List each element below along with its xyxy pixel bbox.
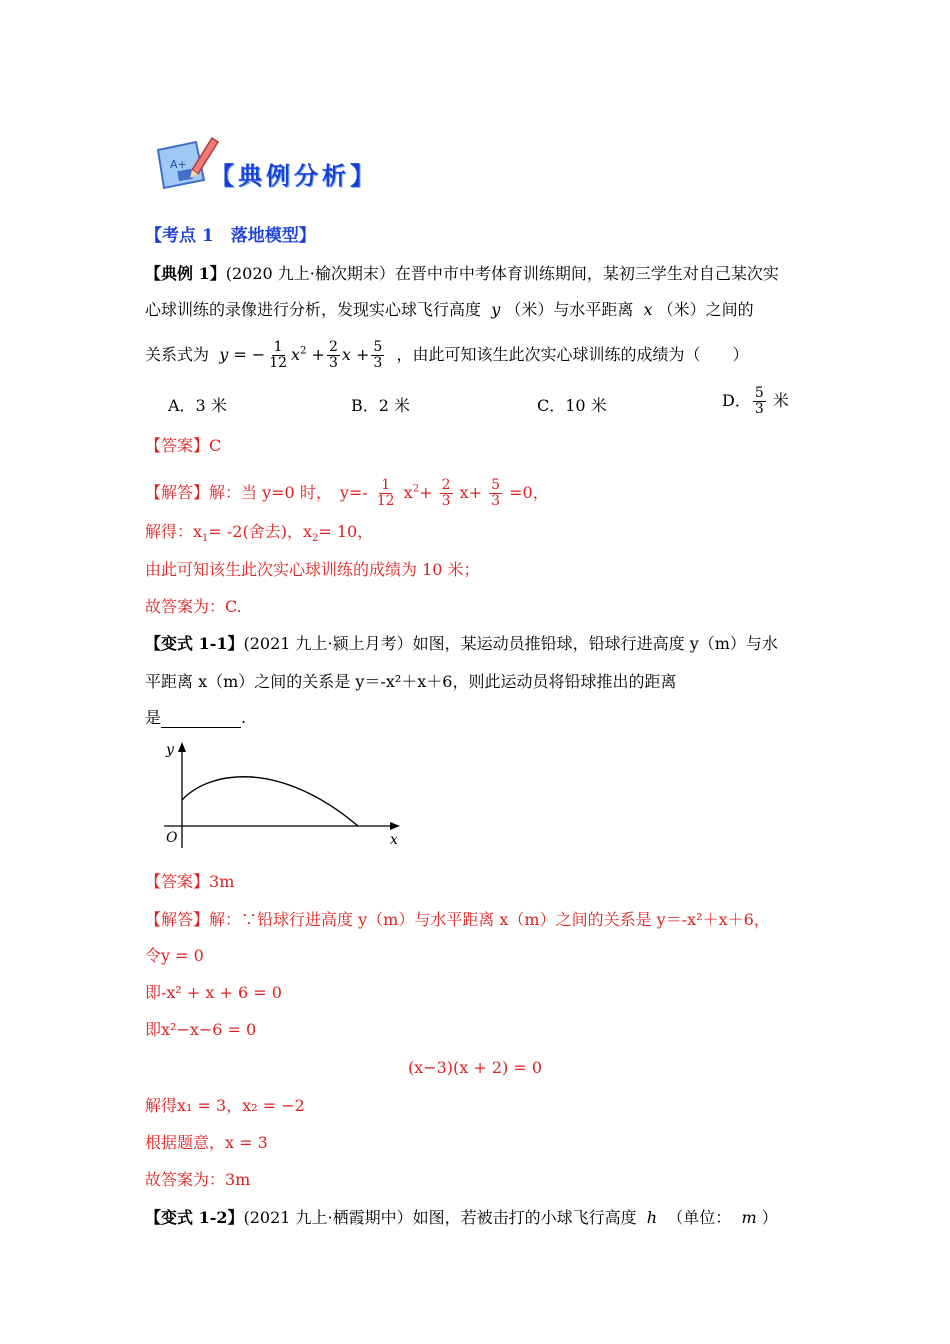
example-1-solution-4: 故答案为：C. [145,597,242,616]
section-header-title: 【典例分析】 [210,161,378,190]
graph-x-label: x [390,832,398,848]
variant-1-1-line-2: 平距离 x（m）之间的关系是 y＝-x²＋x＋6，则此运动员将铅球推出的距离 [145,672,677,691]
variant-1-1-solution-8: 故答案为：3m [145,1170,251,1189]
answer-blank [161,711,241,728]
variant-1-1-solution-5: (x−3)(x + 2) = 0 [407,1058,543,1077]
example-1-line-3: 关系式为 y = − $\frac{1}{12}$ $x^2$ + $\frac{2}{3}$ x + $\frac{5}{3}$ ，由此可知该生此次实心球训练的成绩为（ ） [145,339,749,371]
example-1-answer: 【答案】C [145,436,222,455]
example-1-solution-3: 由此可知该生此次实心球训练的成绩为 10 米； [145,560,480,579]
example-1-solution-1: 【解答】解：当 y=0 时， y=- $\frac{1}{12}$ $x^2+$ $\frac{2}{3}$ x+ $\frac{5}{3}$ =0， [145,477,549,509]
option-d: D． $\frac{5}{3}$ 米 [722,385,789,417]
variant-1-1-solution-3: 即-x² + x + 6 = 0 [145,983,282,1002]
option-c: C．10 米 [537,396,607,415]
topic-heading: 【考点 1 落地模型】 [145,226,316,246]
variant-1-1-solution-4: 即x²−x−6 = 0 [145,1020,257,1039]
example-1-solution-2: 解得：$x_1= -2$(舍去)，$x_2= 10$， [145,522,374,545]
graph-origin-label: O [166,830,178,846]
variant-1-1-solution-7: 根据题意，x = 3 [145,1133,268,1152]
shot-put-graph [160,740,410,852]
variant-1-1-line-1: 【变式 1-1】(2021 九上·颍上月考）如图，某运动员推铅球，铅球行进高度 y（m）与水 [145,634,778,653]
variant-1-1-answer: 【答案】3m [145,872,235,891]
graph-y-label: y [166,742,174,758]
quadratic-formula: y = − [219,345,266,364]
variant-1-1-solution-2: 令y = 0 [145,946,204,965]
option-b: B．2 米 [351,396,411,415]
variant-1-1-solution-6: 解得x₁ = 3，x₂ = −2 [145,1096,305,1115]
example-1-line-2: 心球训练的录像进行分析，发现实心球飞行高度 y （米）与水平距离 x （米）之间的 [145,300,754,319]
variant-1-1-solution-1: 【解答】解：∵铅球行进高度 y（m）与水平距离 x（m）之间的关系是 y＝-x²＋x＋6， [145,910,770,929]
variant-1-1-line-3: 是 . [145,708,247,727]
example-1-line-1: 【典例 1】(2020 九上·榆次期末）在晋中市中考体育训练期间，某初三学生对自己某次实 [145,264,779,283]
variant-1-2-line-1: 【变式 1-2】(2021 九上·栖霞期中）如图，若被击打的小球飞行高度 h （单位： m ） [145,1208,778,1227]
option-a: A．3 米 [168,396,227,415]
svg-text:A+: A+ [170,158,187,171]
